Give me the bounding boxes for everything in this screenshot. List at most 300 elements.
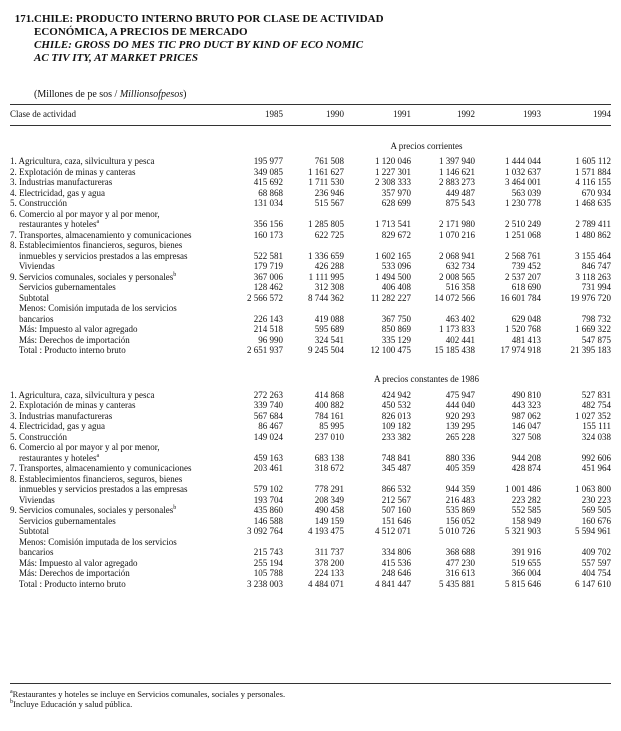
row-label: Servicios gubernamentales (10, 282, 116, 292)
table-cell: 339 740 (253, 400, 283, 410)
table-cell: 86 467 (258, 421, 283, 431)
table-cell: 4 512 071 (375, 526, 411, 536)
table-row (10, 230, 611, 241)
table-row (10, 293, 611, 304)
table-cell: 272 263 (253, 389, 283, 400)
table-cell (283, 442, 344, 453)
table-cell: 628 699 (381, 198, 411, 208)
table-cell: 1 111 995 (308, 271, 344, 282)
table-cell: 569 505 (581, 505, 611, 515)
table-cell: 357 970 (381, 187, 411, 198)
table-cell: 477 230 (445, 557, 475, 568)
row-label: Más: Derechos de importación (10, 334, 130, 345)
table-cell (344, 474, 411, 485)
table-cell: 11 282 227 (370, 292, 411, 303)
table-cell: 1 480 862 (575, 229, 611, 240)
table-row (10, 303, 611, 314)
table-row (10, 400, 611, 411)
table-row (10, 324, 611, 335)
table-cell: 324 038 (581, 431, 611, 442)
table-cell (283, 474, 344, 485)
table-cell: 1 444 044 (505, 156, 541, 166)
table-cell: 400 882 (314, 400, 344, 410)
row-label: restaurantes y hoteles$^a$ (10, 219, 100, 229)
row-label: 4. Electricidad, gas y agua (10, 421, 105, 431)
table-cell: 1 397 940 (439, 156, 475, 166)
table-cell: 349 085 (253, 166, 283, 177)
table-cell: 248 646 (381, 568, 411, 578)
table-cell (541, 240, 611, 251)
table-cell (475, 209, 541, 220)
table-cell: 535 869 (445, 505, 475, 515)
table-cell: 414 868 (314, 389, 344, 400)
table-cell: 155 111 (582, 421, 611, 431)
table-cell: 17 974 918 (500, 345, 541, 355)
table-cell: 68 868 (258, 187, 283, 198)
column-header-year: 1992 (457, 108, 475, 119)
table-cell: 5 321 903 (505, 526, 541, 536)
table-cell: 6 147 610 (575, 578, 611, 589)
table-body (10, 122, 611, 589)
table-cell: 451 964 (581, 463, 611, 473)
table-cell: 226 143 (253, 313, 283, 324)
row-label: 4. Electricidad, gas y agua (10, 187, 105, 198)
row-label: bancarios (10, 313, 54, 324)
table-cell: 356 156 (253, 219, 283, 229)
table-cell (475, 240, 541, 251)
row-label: 2. Explotación de minas y canteras (10, 400, 136, 410)
table-cell: 426 288 (314, 261, 344, 271)
table-cell: 748 841 (381, 452, 411, 463)
table-cell: 179 719 (253, 261, 283, 271)
row-label: 3. Industrias manufactureras (10, 177, 113, 187)
table-cell: 8 744 362 (308, 292, 344, 303)
table-cell: 366 004 (511, 568, 541, 578)
table-cell: 265 228 (445, 431, 475, 442)
table-cell: 2 171 980 (439, 219, 475, 229)
table-cell: 1 227 301 (375, 166, 411, 177)
table-cell: 1 120 046 (375, 156, 411, 166)
table-row (10, 463, 611, 474)
table-cell (242, 240, 283, 251)
section-heading-row (10, 370, 611, 390)
table-cell: 327 508 (511, 431, 541, 442)
table-cell: 618 690 (511, 282, 541, 292)
footnote-marker: b (173, 505, 177, 511)
footnote: $^a$Restaurantes y hoteles se incluye en Servicios comunales, sociales y personales. (10, 689, 286, 699)
title-en-line1: CHILE: GROSS DO MES TIC PRO DUCT BY KIND OF ECO NOMIC (34, 39, 364, 51)
table-row (10, 219, 611, 230)
table-cell: 16 601 784 (500, 292, 541, 303)
table-cell: 481 413 (511, 334, 541, 345)
table-cell: 208 349 (314, 494, 344, 505)
table-cell: 920 293 (445, 410, 475, 421)
table-cell: 1 161 627 (308, 166, 344, 177)
row-label: 1. Agricultura, caza, silvicultura y pesca (10, 389, 155, 400)
table-cell: 507 160 (381, 505, 411, 515)
table-cell: 826 013 (381, 410, 411, 421)
row-label: Total : Producto interno bruto (10, 578, 126, 589)
table-row (10, 272, 611, 283)
table-cell: 378 200 (314, 557, 344, 568)
table-cell: 15 185 438 (434, 345, 475, 355)
table-cell: 987 062 (511, 410, 541, 421)
table-cell (344, 537, 411, 548)
table-row (10, 282, 611, 293)
table-cell: 230 223 (581, 494, 611, 505)
table-cell: 1 230 778 (505, 198, 541, 208)
table-cell: 5 010 726 (439, 526, 475, 536)
table-cell (242, 303, 283, 314)
table-cell: 1 494 500 (375, 271, 411, 282)
table-cell: 195 977 (253, 156, 283, 166)
table-cell: 1 520 768 (505, 324, 541, 334)
table-cell: 405 359 (445, 463, 475, 473)
table-cell (411, 442, 475, 453)
table-cell: 151 646 (381, 515, 411, 526)
row-label: Viviendas (10, 494, 55, 505)
table-cell: 318 672 (314, 463, 344, 473)
table-cell: 2 566 572 (247, 292, 283, 303)
table-cell: 522 581 (253, 250, 283, 261)
table-cell: 2 510 249 (505, 219, 541, 229)
table-row (10, 240, 611, 251)
table-cell: 944 208 (511, 452, 541, 463)
row-label: 6. Comercio al por mayor y al por menor, (10, 208, 160, 219)
table-row (10, 568, 611, 579)
table-cell: 2 308 333 (375, 177, 411, 187)
table-cell: 9 245 504 (308, 345, 344, 355)
table-cell (344, 240, 411, 251)
row-label: Menos: Comisión imputada de los servicios (10, 536, 177, 547)
row-label: 7. Transportes, almacenamiento y comunicaciones (10, 463, 192, 473)
table-cell: 160 676 (581, 515, 611, 526)
footnotes (10, 689, 285, 709)
table-row (10, 505, 611, 516)
table-cell: 2 537 207 (505, 271, 541, 282)
table-cell: 784 161 (314, 410, 344, 421)
table-cell: 139 295 (445, 421, 475, 431)
table-row (10, 547, 611, 558)
table-cell: 875 543 (445, 198, 475, 208)
table-cell: 203 461 (253, 463, 283, 473)
table-cell: 2 651 937 (247, 345, 283, 355)
table-row (10, 198, 611, 209)
table-cell: 402 441 (445, 334, 475, 345)
table-cell (411, 537, 475, 548)
table-row (10, 516, 611, 527)
table-cell: 5 815 646 (505, 578, 541, 589)
table-cell (344, 442, 411, 453)
column-header-year: 1990 (326, 108, 344, 119)
table-cell: 629 048 (511, 313, 541, 324)
table-cell: 5 435 881 (439, 578, 475, 589)
table-row (10, 335, 611, 346)
table-cell: 2 068 941 (439, 250, 475, 261)
table-cell: 1 336 659 (308, 250, 344, 261)
table-cell: 1 602 165 (375, 250, 411, 261)
table-cell: 215 743 (253, 547, 283, 557)
table-cell: 105 788 (253, 568, 283, 578)
table-cell: 2 789 411 (575, 219, 611, 229)
table-row (10, 156, 611, 167)
table-cell: 368 688 (445, 547, 475, 557)
table-title (10, 13, 384, 65)
table-cell: 149 159 (314, 515, 344, 526)
row-label: 7. Transportes, almacenamiento y comunicaciones (10, 229, 192, 240)
table-cell: 345 487 (381, 463, 411, 473)
table-row (10, 432, 611, 443)
table-row (10, 558, 611, 569)
table-cell: 3 092 764 (247, 526, 283, 536)
row-label: 2. Explotación de minas y canteras (10, 166, 136, 177)
table-cell: 428 874 (511, 463, 541, 473)
table-cell: 255 194 (253, 557, 283, 568)
table-cell (283, 209, 344, 220)
table-cell: 944 359 (445, 484, 475, 494)
section-heading: A precios constantes de 1986 (374, 374, 479, 385)
table-cell: 829 672 (381, 229, 411, 240)
table-cell: 156 052 (445, 515, 475, 526)
table-cell: 233 382 (381, 431, 411, 442)
footnote: $^b$Incluye Educación y salud pública. (10, 699, 133, 709)
table-row (10, 251, 611, 262)
table-cell: 3 118 263 (575, 271, 611, 282)
table-cell: 214 518 (253, 324, 283, 334)
spacer-row (10, 356, 611, 370)
table-cell: 527 831 (581, 389, 611, 400)
table-cell (541, 474, 611, 485)
footnote-marker: a (96, 452, 100, 459)
table-row (10, 188, 611, 199)
title-en-line2: AC TIV ITY, AT MARKET PRICES (34, 52, 199, 64)
table-cell: 4 841 447 (375, 578, 411, 589)
table-cell: 622 725 (314, 229, 344, 240)
table-cell: 109 182 (381, 421, 411, 431)
table-row (10, 390, 611, 401)
table-cell (242, 474, 283, 485)
table-cell: 404 754 (581, 568, 611, 578)
table-cell (411, 474, 475, 485)
table-cell: 2 008 565 (439, 271, 475, 282)
table-cell: 1 027 352 (575, 410, 611, 421)
table-cell: 391 916 (511, 547, 541, 557)
table-cell: 131 034 (253, 198, 283, 208)
top-rule (10, 104, 611, 105)
table-cell: 415 536 (381, 557, 411, 568)
table-cell: 4 193 475 (308, 526, 344, 536)
table-cell (344, 209, 411, 220)
table-row (10, 209, 611, 220)
row-label: Subtotal (10, 292, 50, 303)
table-cell (283, 240, 344, 251)
table-cell: 450 532 (381, 400, 411, 410)
table-cell: 12 100 475 (370, 345, 411, 355)
table-cell: 761 508 (314, 156, 344, 166)
table-cell: 1 146 621 (439, 166, 475, 177)
table-cell: 160 173 (253, 229, 283, 240)
table-cell: 846 747 (581, 261, 611, 271)
row-label: Servicios gubernamentales (10, 515, 116, 526)
row-label: 8. Establecimientos financieros, seguros, bienes (10, 240, 183, 250)
table-row (10, 411, 611, 422)
table-cell: 490 810 (511, 389, 541, 400)
table-cell: 419 088 (314, 313, 344, 324)
row-label: 5. Construcción (10, 198, 67, 208)
column-header-year: 1994 (593, 108, 611, 119)
table-cell (541, 209, 611, 220)
table-cell: 1 063 800 (575, 484, 611, 494)
table-cell: 158 949 (511, 515, 541, 526)
table-row (10, 474, 611, 485)
table-cell: 463 402 (445, 313, 475, 324)
row-label: 9. Servicios comunales, sociales y personales$^b$ (10, 505, 177, 515)
table-cell: 1 669 322 (575, 324, 611, 334)
table-cell (541, 303, 611, 314)
table-cell: 595 689 (314, 324, 344, 334)
table-cell: 2 568 761 (505, 250, 541, 261)
table-cell: 552 585 (511, 505, 541, 515)
table-cell: 1 605 112 (575, 156, 611, 166)
table-cell: 798 732 (581, 313, 611, 324)
table-cell: 778 291 (314, 484, 344, 494)
table-cell: 731 994 (581, 282, 611, 292)
table-cell: 367 750 (381, 313, 411, 324)
table-cell (475, 537, 541, 548)
table-cell: 311 737 (315, 547, 344, 557)
section-heading: A precios corrientes (390, 140, 463, 151)
table-cell: 475 947 (445, 389, 475, 400)
table-cell: 149 024 (253, 431, 283, 442)
table-cell: 1 251 068 (505, 229, 541, 240)
table-cell: 490 458 (314, 505, 344, 515)
table-cell: 1 713 541 (375, 219, 411, 229)
spacer-row (10, 122, 611, 136)
table-cell: 850 869 (381, 324, 411, 334)
section-heading-row (10, 136, 611, 156)
table-cell (283, 303, 344, 314)
table-row (10, 495, 611, 506)
table-cell: 4 116 155 (575, 177, 611, 187)
row-label: 6. Comercio al por mayor y al por menor, (10, 442, 160, 452)
table-cell: 236 946 (314, 187, 344, 198)
table-cell: 1 173 833 (439, 324, 475, 334)
table-cell: 5 594 961 (575, 526, 611, 536)
table-cell (475, 303, 541, 314)
table-cell: 557 597 (581, 557, 611, 568)
table-cell: 212 567 (381, 494, 411, 505)
column-header-year: 1985 (265, 108, 283, 119)
table-cell (411, 303, 475, 314)
table-cell: 3 464 001 (505, 177, 541, 187)
table-cell (411, 209, 475, 220)
table-cell: 1 711 530 (308, 177, 344, 187)
table-cell: 334 806 (381, 547, 411, 557)
row-label: 8. Establecimientos financieros, seguros, bienes (10, 473, 183, 484)
table-cell: 1 285 805 (308, 219, 344, 229)
table-cell: 563 039 (511, 187, 541, 198)
table-cell: 324 541 (314, 334, 344, 345)
table-cell: 579 102 (253, 484, 283, 494)
table-cell: 567 684 (253, 410, 283, 421)
table-cell: 223 282 (511, 494, 541, 505)
footnote-marker: a (96, 219, 100, 225)
table-cell: 670 934 (581, 187, 611, 198)
table-cell (242, 209, 283, 220)
table-cell: 216 483 (445, 494, 475, 505)
table-cell: 482 754 (581, 400, 611, 410)
row-label: 9. Servicios comunales, sociales y personales$^b$ (10, 271, 177, 282)
column-header-year: 1993 (523, 108, 541, 119)
table-row (10, 579, 611, 590)
table-cell: 1 571 884 (575, 166, 611, 177)
units-note: (Millones de pe sos / Millionsofpesos) (34, 89, 187, 100)
bottom-rule (10, 683, 611, 684)
table-row (10, 453, 611, 464)
table-cell: 96 990 (258, 334, 283, 345)
table-row (10, 526, 611, 537)
table-row (10, 442, 611, 453)
row-label: bancarios (10, 547, 54, 557)
table-cell: 1 468 635 (575, 198, 611, 208)
table-cell: 435 860 (253, 505, 283, 515)
table-cell: 14 072 566 (434, 292, 475, 303)
row-label: Viviendas (10, 261, 55, 271)
table-cell: 237 010 (314, 431, 344, 442)
row-label: Menos: Comisión imputada de los servicios (10, 303, 177, 313)
row-label: restaurantes y hoteles$^a$ (10, 452, 100, 463)
table-cell (541, 442, 611, 453)
gdp-table (10, 106, 611, 589)
table-cell (242, 537, 283, 548)
title-es-line2: ECONÓMICA, A PRECIOS DE MERCADO (34, 26, 248, 38)
table-cell: 739 452 (511, 261, 541, 271)
row-label: inmuebles y servicios prestados a las empresas (10, 484, 188, 494)
table-cell: 2 883 273 (439, 177, 475, 187)
table-cell: 632 734 (445, 261, 475, 271)
table-cell: 312 308 (314, 282, 344, 292)
row-label: 3. Industrias manufactureras (10, 410, 113, 421)
row-label: Más: Impuesto al valor agregado (10, 557, 138, 568)
table-cell (344, 303, 411, 314)
footnote-marker: b (173, 271, 177, 278)
table-cell: 128 462 (253, 282, 283, 292)
table-cell: 459 163 (253, 452, 283, 463)
table-cell (541, 537, 611, 548)
table-cell: 683 138 (314, 452, 344, 463)
row-label: Subtotal (10, 526, 50, 536)
row-label: Total : Producto interno bruto (10, 345, 126, 355)
row-label: inmuebles y servicios prestados a las empresas (10, 250, 188, 261)
table-cell: 146 588 (253, 515, 283, 526)
row-label: Más: Impuesto al valor agregado (10, 324, 138, 334)
table-cell: 4 484 071 (308, 578, 344, 589)
table-cell (242, 442, 283, 453)
table-cell: 866 532 (381, 484, 411, 494)
column-header-activity: Clase de actividad (10, 108, 76, 119)
table-cell: 146 047 (511, 421, 541, 431)
table-cell: 316 613 (445, 568, 475, 578)
table-cell: 415 692 (253, 177, 283, 187)
table-cell: 443 323 (511, 400, 541, 410)
table-cell: 880 336 (445, 452, 475, 463)
table-cell: 1 001 486 (505, 484, 541, 494)
row-label: Más: Derechos de importación (10, 568, 130, 578)
table-cell: 409 702 (581, 547, 611, 557)
table-cell (411, 240, 475, 251)
table-row (10, 177, 611, 188)
table-row (10, 261, 611, 272)
